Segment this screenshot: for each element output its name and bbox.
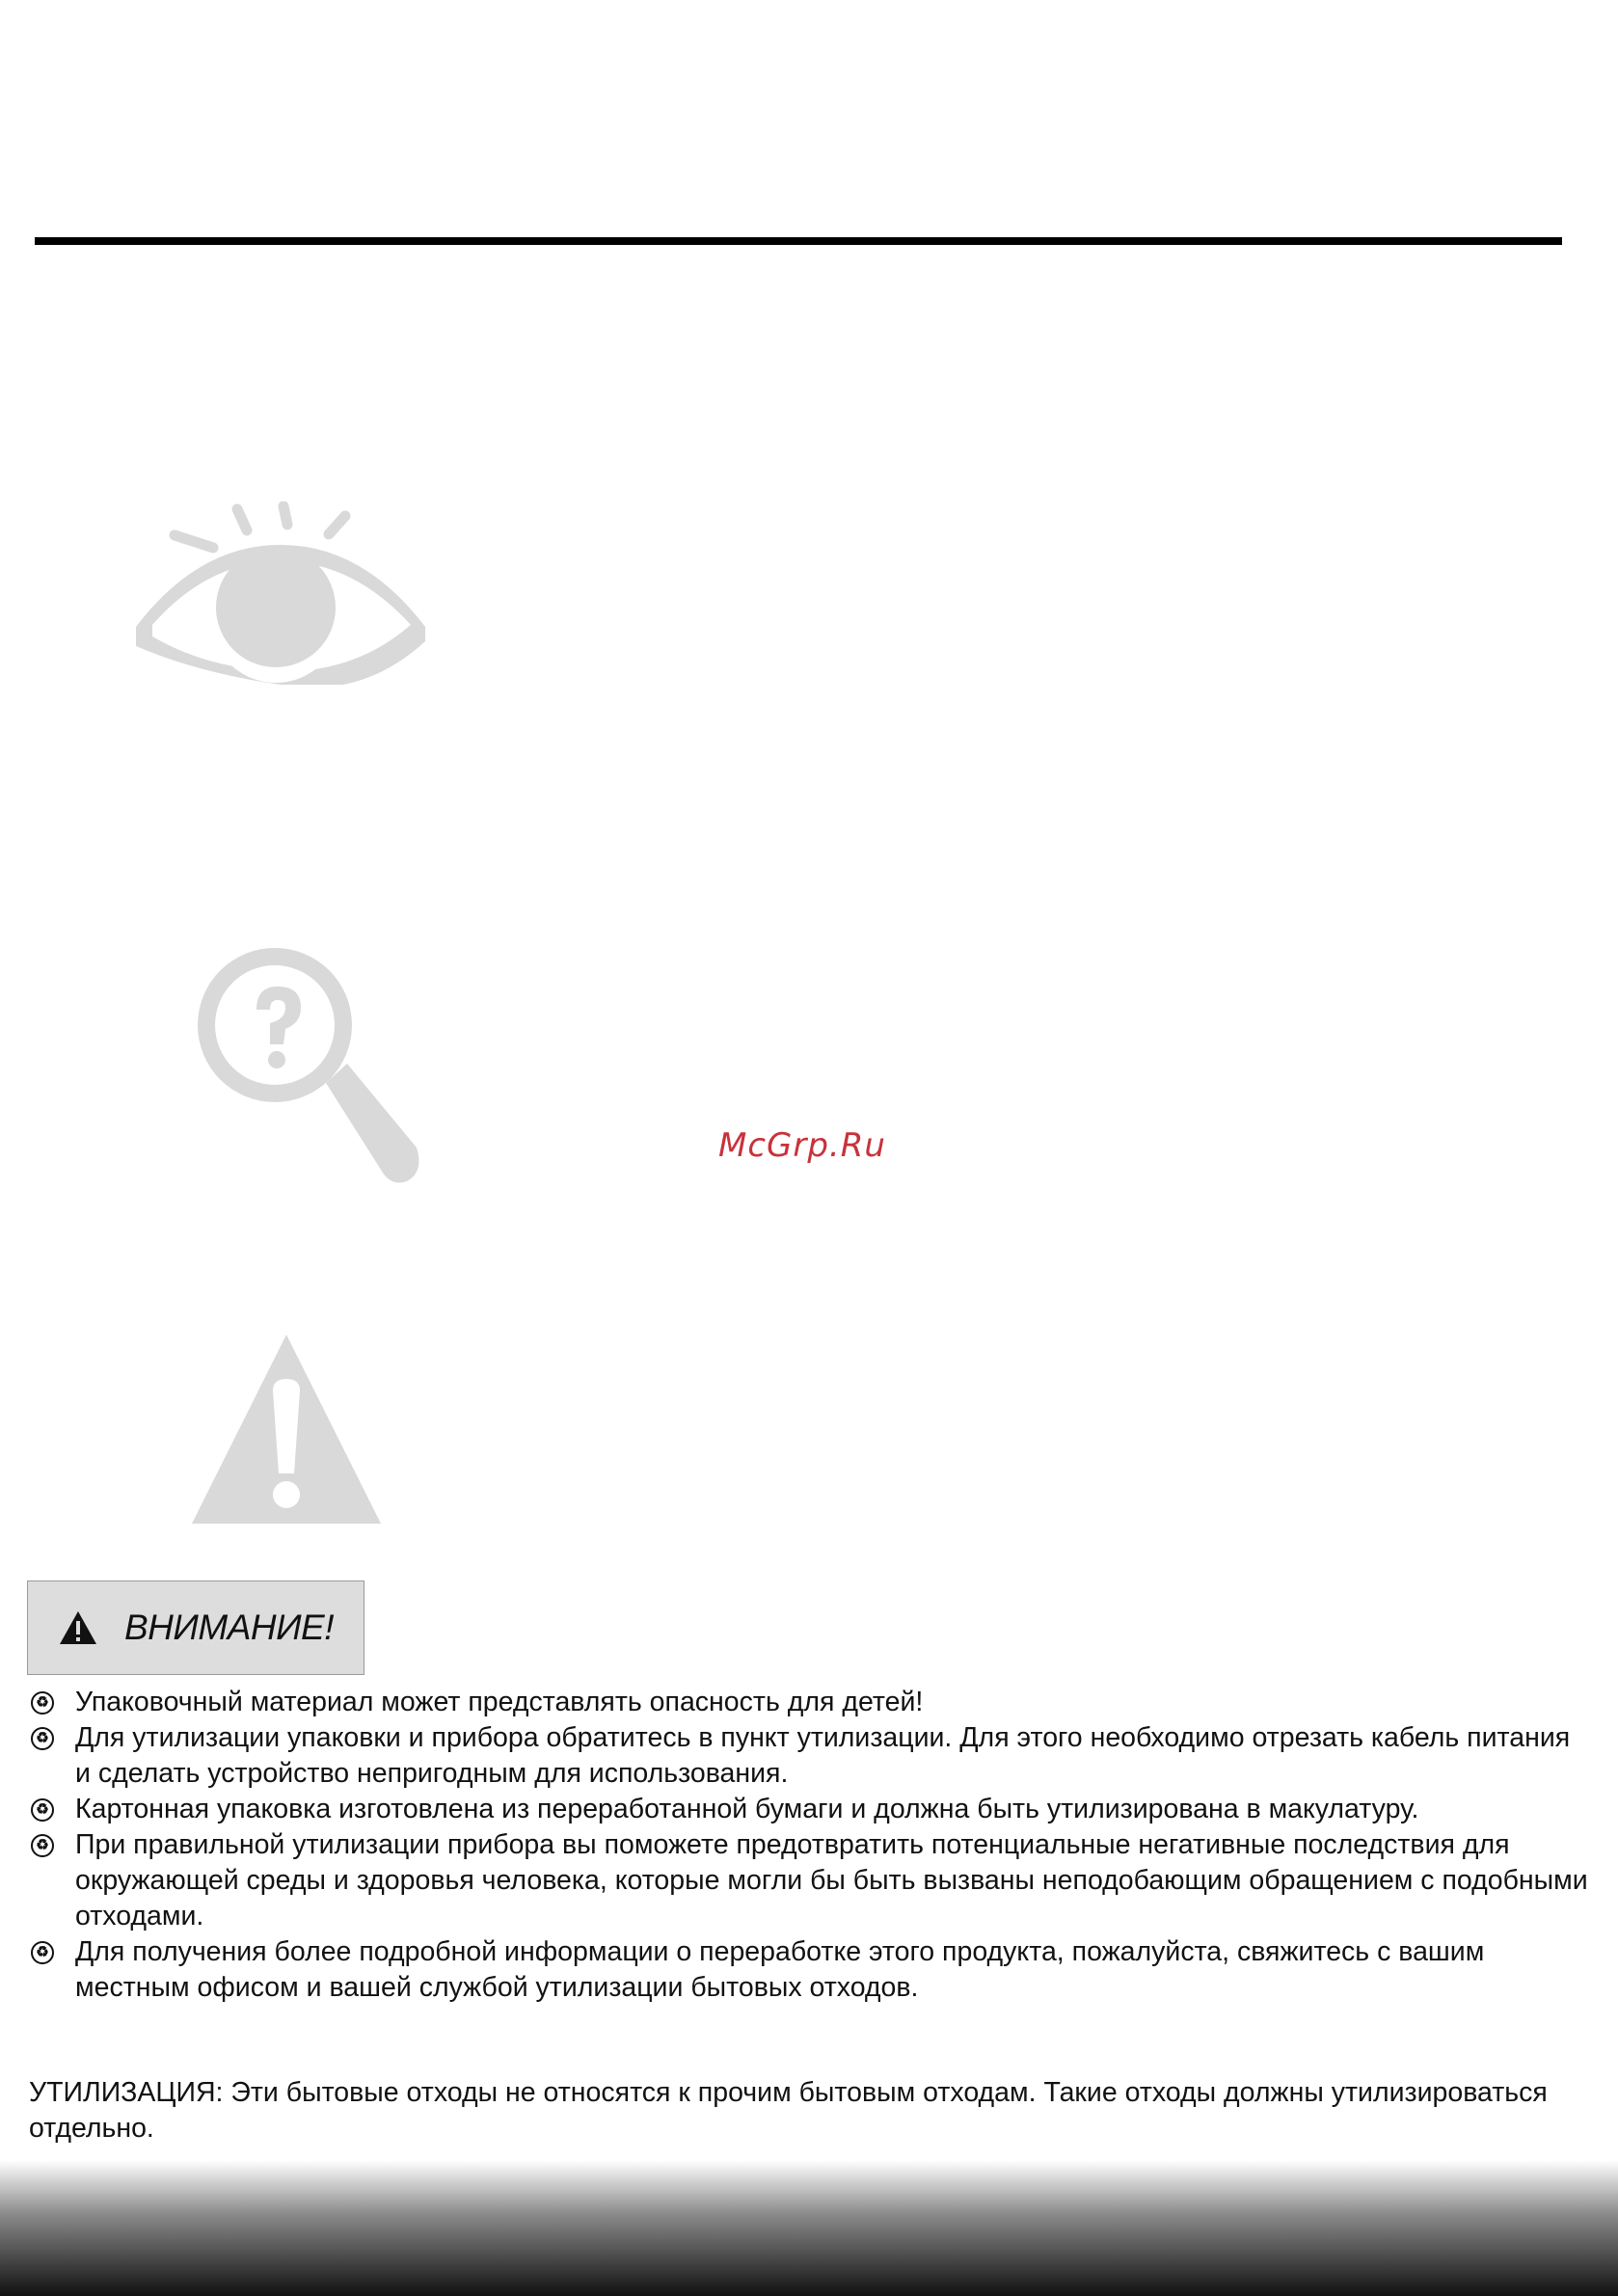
recycle-icon: ♻ [31,1941,54,1964]
list-item [29,1720,1591,1792]
recycle-icon: ♻ [31,1834,54,1857]
recycle-icon: ♻ [31,1798,54,1822]
watermark: McGrp.Ru [718,1126,886,1165]
page-footer-shade [0,2160,1618,2296]
note-text: Картонная упаковка изготовлена из переработанной бумаги и должна быть утилизирована в макулатуру. [75,1794,1419,1824]
eye-icon [131,501,430,685]
warning-icon [188,1331,386,1528]
list-item [29,1685,1591,1720]
header-divider [35,237,1562,245]
note-text: При правильной утилизации прибора вы поможете предотвратить потенциальные негативные последствия для окружающей среды и здоровья человека, которые могли бы быть вызваны неподобающим обращением с подобными отходами. [75,1829,1588,1931]
recycle-icon: ♻ [31,1691,54,1715]
attention-label: ВНИМАНИЕ! [124,1607,335,1647]
note-text: Для получения более подробной информации о переработке этого продукта, пожалуйста, свяжитесь с вашим местным офисом и вашей службой утилизации бытовых отходов. [75,1936,1485,2003]
list-item [29,1934,1591,2006]
note-text: Упаковочный материал может представлять опасность для детей! [75,1687,924,1717]
note-text: Для утилизации упаковки и прибора обратитесь в пункт утилизации. Для этого необходимо отрезать кабель питания и сделать устройство непригодным для использования. [75,1722,1571,1789]
disposal-notes-list [29,1685,1591,2006]
search-icon [193,940,424,1186]
list-item [29,1792,1591,1827]
recycle-icon: ♻ [31,1727,54,1750]
warning-icon [59,1610,97,1645]
list-item [29,1827,1591,1934]
disposal-paragraph: УТИЛИЗАЦИЯ: Эти бытовые отходы не относятся к прочим бытовым отходам. Такие отходы должны утилизироваться отдельно. [29,2077,1548,2144]
attention-banner [27,1580,364,1675]
